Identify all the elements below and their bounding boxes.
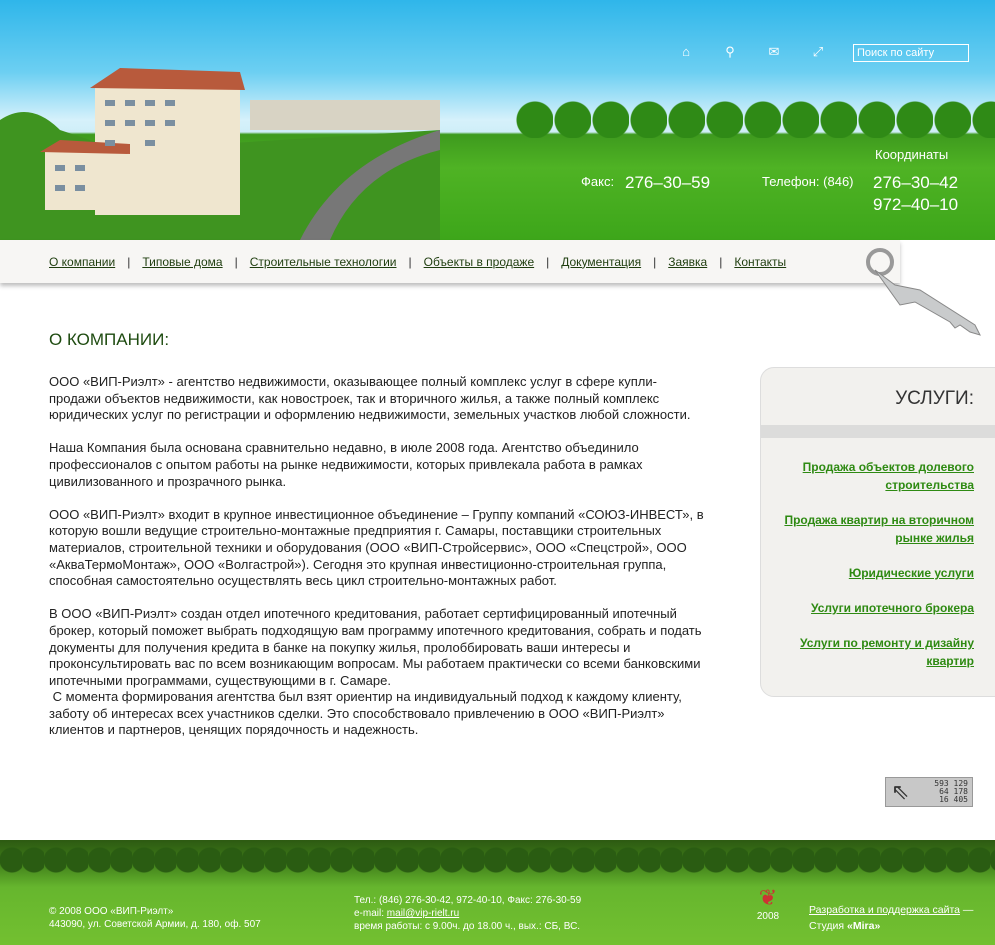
services-panel: [760, 367, 995, 697]
nav-separator: |: [546, 254, 550, 269]
nav-separator: |: [234, 254, 238, 269]
header: [0, 0, 995, 240]
search-icon[interactable]: ⚲: [725, 44, 735, 59]
studio-logo[interactable]: [747, 885, 789, 935]
service-link-renovation[interactable]: Услуги по ремонту и дизайну квартир: [800, 636, 974, 668]
counter-value: 593 129: [934, 779, 968, 788]
treeline: [0, 840, 995, 878]
phone-label: Телефон: (846): [762, 174, 854, 189]
main-nav: [0, 240, 900, 283]
counter-value: 16 405: [939, 795, 968, 804]
fax-number: 276–30–59: [625, 173, 711, 192]
home-icon[interactable]: ⌂: [682, 44, 690, 59]
service-link-mortgage-broker[interactable]: Услуги ипотечного брокера: [811, 601, 974, 615]
developer-link[interactable]: Разработка и поддержка сайта: [809, 904, 960, 916]
visit-counter[interactable]: [885, 777, 973, 807]
paragraph: Наша Компания была основана сравнительно недавно, в июле 2008 года. Агентство объединило профессионалов с опытом работы на рынке недвижимости, которых привлекала работа в рамках цивилизованного и прозрачного рынка.: [49, 440, 643, 489]
services-title: УСЛУГИ:: [895, 388, 974, 409]
nav-objects-for-sale[interactable]: Объекты в продаже: [423, 254, 535, 269]
nav-request[interactable]: Заявка: [668, 254, 708, 269]
logo-year: 2008: [756, 911, 780, 922]
phone-number-1: 276–30–42: [873, 173, 959, 192]
about-text: [49, 374, 704, 739]
nav-separator: |: [653, 254, 657, 269]
nav-separator: |: [408, 254, 412, 269]
service-link-secondary-market[interactable]: Продажа квартир на вторичном рынке жилья: [784, 513, 974, 545]
coords-title: Координаты: [875, 147, 949, 162]
nav-separator: |: [127, 254, 131, 269]
contact-phones: Тел.: (846) 276-30-42, 972-40-10, Факс: 276-30-59: [354, 895, 582, 906]
phone-number-2: 972–40–10: [873, 195, 959, 214]
paragraph: ООО «ВИП-Риэлт» входит в крупное инвестиционное объединение – Группу компаний «СОЮЗ-ИНВЕСТ», в которую вошли ведущие строительно-монтажные предприятия г. Самары, поставщики строительных материалов, строительной техники и оборудования (ООО «ВИП-Стройсервис», ООО «Спецстрой», ООО «АкваТермоМонтаж», ООО «Волгастрой»). Сегодня это крупная инвестиционно-строительная группа, способная самостоятельно осуществлять весь цикл строительно-монтажных работ.: [49, 506, 704, 589]
key-icon: [860, 240, 990, 340]
arrow-icon: ⇖: [891, 779, 910, 804]
treeline: [515, 98, 995, 138]
work-hours: время работы: с 9.00ч. до 18.00 ч., вых.: СБ, ВС.: [354, 921, 581, 932]
nav-about[interactable]: О компании: [49, 254, 116, 269]
nav-typical-houses[interactable]: Типовые дома: [142, 254, 223, 269]
page-title: О КОМПАНИИ:: [49, 330, 170, 349]
service-link-shared-construction[interactable]: Продажа объектов долевого строительства: [802, 460, 974, 492]
service-link-legal[interactable]: Юридические услуги: [848, 566, 974, 580]
studio-name: «Mira»: [847, 920, 881, 932]
nav-separator: |: [719, 254, 723, 269]
footer: [0, 840, 995, 945]
studio-label: Студия: [809, 920, 848, 932]
paragraph: В ООО «ВИП-Риэлт» создан отдел ипотечного кредитования, работает сертифицированный ипотечный брокер, который поможет выбрать подходящую вам программу ипотечного кредитования, собрать и подать документы для получения кредита в банке на покупку жилья, пролоббировать ваши интересы и проконсультировать вас по всем возникающим вопросам. Мы работаем практически со всеми банковскими ипотечными программами, существующими в г. Самаре.: [49, 606, 702, 688]
paragraph: ООО «ВИП-Риэлт» - агентство недвижимости, оказывающее полный комплекс услуг в сфере купли-продажи объектов недвижимости, как новостроек, так и вторичного жилья, а также полный комплекс юридических услуг по регистрации и оформлению недвижимости, земельных участков любой сложности.: [49, 374, 691, 423]
sitemap-icon[interactable]: ⤢: [812, 44, 824, 59]
divider: [761, 425, 995, 438]
address: 443090, ул. Советской Армии, д. 180, оф. 507: [49, 919, 261, 930]
copyright: © 2008 ООО «ВИП-Риэлт»: [49, 906, 174, 917]
dash: —: [959, 904, 974, 916]
email-link[interactable]: mail@vip-rielt.ru: [386, 908, 460, 919]
search-input[interactable]: [853, 44, 969, 62]
buildings-illustration: [0, 60, 440, 240]
ornament-icon: ❦: [758, 885, 778, 910]
nav-building-tech[interactable]: Строительные технологии: [249, 254, 397, 269]
mail-icon[interactable]: ✉: [768, 44, 780, 59]
counter-value: 64 178: [939, 787, 968, 796]
nav-contacts[interactable]: Контакты: [734, 254, 787, 269]
fax-label: Факс:: [581, 174, 615, 189]
paragraph: С момента формирования агентства был взят ориентир на индивидуальный подход к каждому клиенту, заботу об интересах всех участников сделки. Это способствовало привлечению в ООО «ВИП-Риэлт» клиентов и партнеров, ценящих порядочность и надежность.: [49, 689, 686, 738]
nav-documentation[interactable]: Документация: [561, 254, 642, 269]
email-label: e-mail:: [354, 908, 387, 919]
